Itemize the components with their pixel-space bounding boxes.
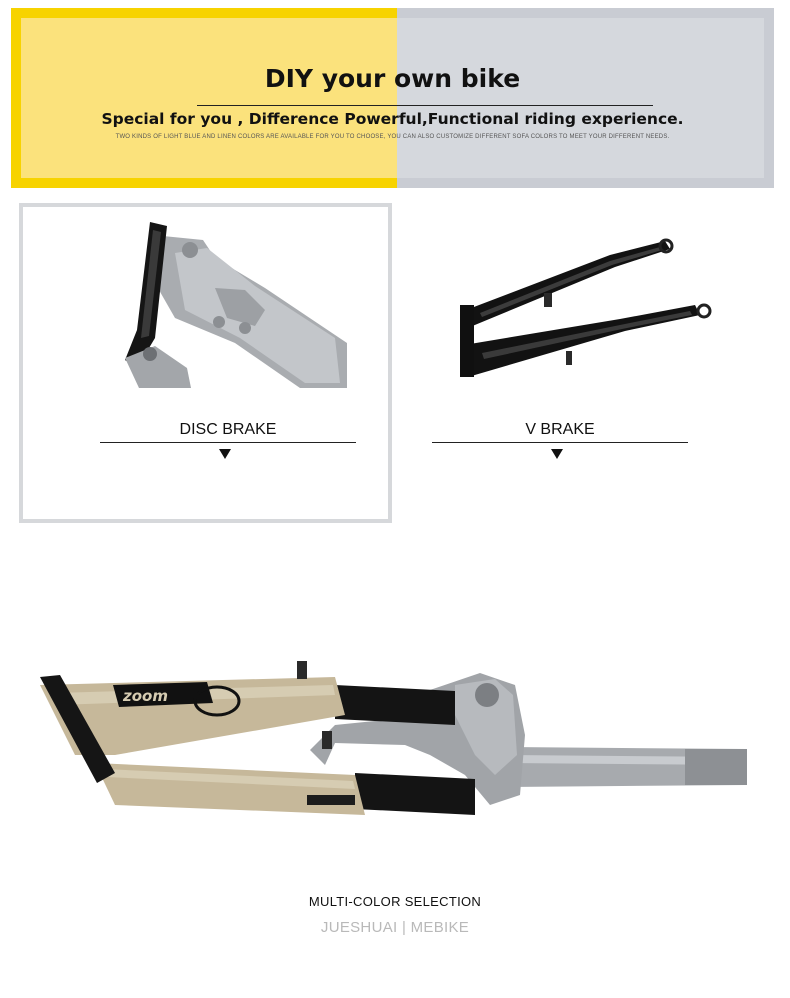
- hero-banner-inner: [21, 18, 764, 178]
- hero-banner: [11, 8, 774, 188]
- disc-brake-underline: [100, 442, 356, 443]
- banner-title: DIY your own bike: [264, 64, 521, 93]
- footer-brand: JUESHUAI | MEBIKE: [320, 919, 470, 936]
- footer-title: MULTI-COLOR SELECTION: [308, 894, 482, 909]
- disc-brake-label[interactable]: DISC BRAKE: [179, 421, 277, 438]
- banner-fine-print: TWO KINDS OF LIGHT BLUE AND LINEN COLORS ARE AVAILABLE FOR YOU TO CHOOSE, YOU CAN ALSO CUSTOMIZE DIFFERENT SOFA COLORS TO MEET YOUR DIFFERENT NEEDS.: [115, 134, 670, 140]
- banner-divider: [197, 105, 653, 106]
- suspension-fork-image: [35, 655, 750, 865]
- svg-text:zoom: zoom: [123, 687, 168, 705]
- disc-brake-down-arrow-icon: [219, 449, 231, 459]
- v-brake-fork-image: [460, 235, 722, 385]
- v-brake-label[interactable]: V BRAKE: [525, 421, 595, 438]
- v-brake-underline: [432, 442, 688, 443]
- disc-brake-fork-image: [115, 218, 350, 393]
- banner-subtitle: Special for you , Difference Powerful,Functional riding experience.: [101, 110, 684, 128]
- v-brake-down-arrow-icon: [551, 449, 563, 459]
